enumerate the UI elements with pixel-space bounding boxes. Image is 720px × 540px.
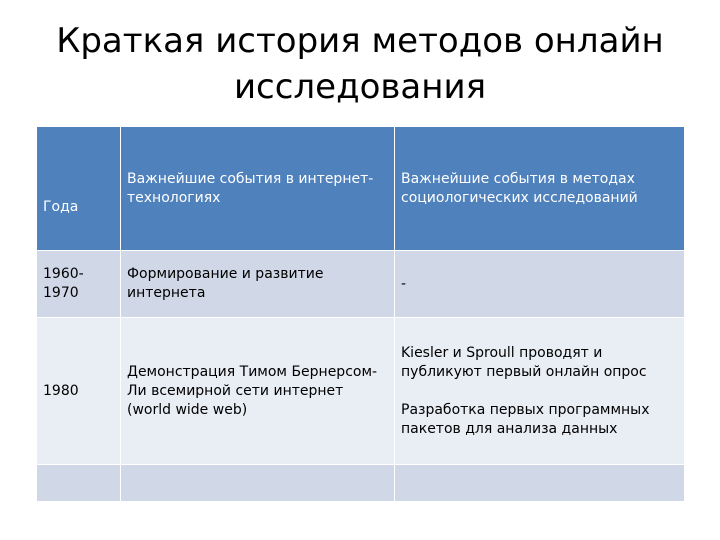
slide-title [40,18,680,110]
year-cell [37,465,121,502]
methods-event-cell [395,318,685,465]
table-body [37,251,685,502]
table-row [37,318,685,465]
methods-event-item: Разработка первых программных пакетов для анализа данных [401,401,650,437]
internet-event-cell [121,465,395,502]
event-spacer [401,382,678,401]
slide-title-line-2: исследования [233,67,487,107]
internet-event-cell: Демонстрация Тимом Бернерсом-Ли всемирной сети интернет (world wide web) [121,318,395,465]
methods-event-cell [395,465,685,502]
header-year: Года [37,127,121,251]
internet-event-cell: Формирование и развитие интернета [121,251,395,318]
table-header [37,127,685,251]
year-cell: 1980 [37,318,121,465]
methods-event-cell: - [395,251,685,318]
year-cell: 1960-1970 [37,251,121,318]
slide-title-line-1: Краткая история методов онлайн [56,21,664,61]
table-row [37,251,685,318]
header-methods-events: Важнейшие события в методах социологических исследований [395,127,685,251]
header-row [37,127,685,251]
history-table [36,126,685,502]
methods-event-item: Kiesler и Sproull проводят и публикуют первый онлайн опрос [401,344,647,380]
header-internet-events: Важнейшие события в интернет-технологиях [121,127,395,251]
table-row [37,465,685,502]
